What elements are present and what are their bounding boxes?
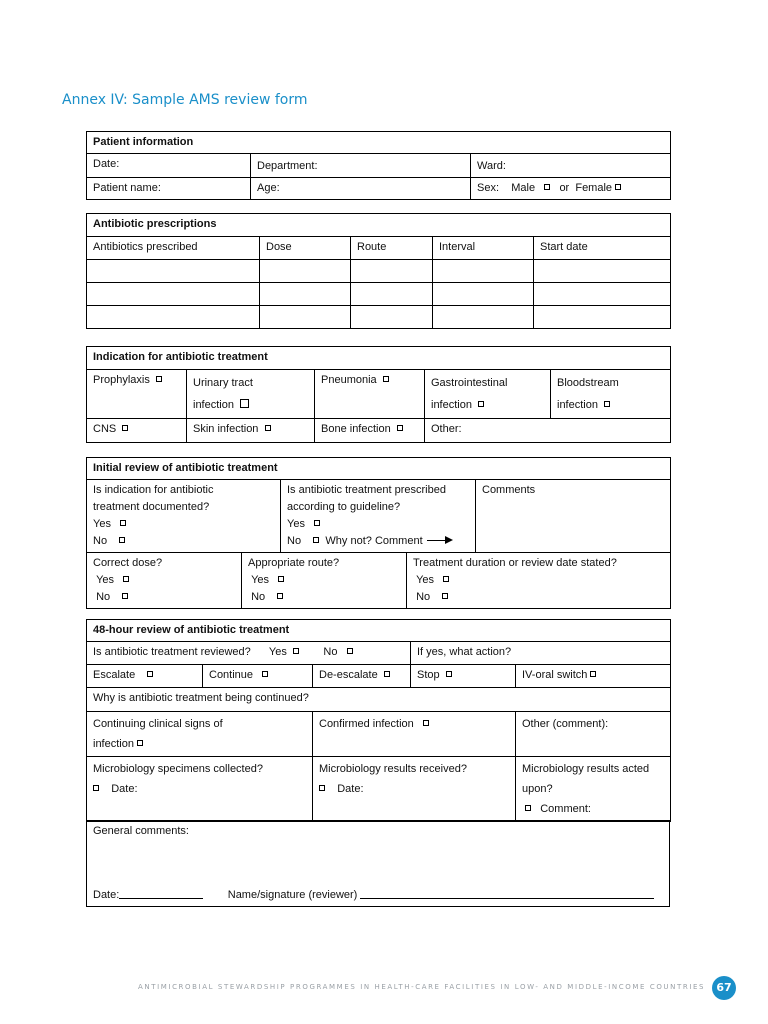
no-label: No xyxy=(96,591,111,603)
question-text: Is indication for antibiotic xyxy=(93,484,214,496)
age-field[interactable]: Age: xyxy=(251,178,471,200)
no-label: No xyxy=(323,646,338,658)
skin-checkbox[interactable] xyxy=(265,425,271,431)
table-cell[interactable] xyxy=(87,306,260,329)
column-header: Route xyxy=(351,237,433,260)
yes-label: Yes xyxy=(287,518,305,530)
table-cell[interactable] xyxy=(87,260,260,283)
yes-label: Yes xyxy=(93,518,111,530)
question-text: Appropriate route? xyxy=(248,557,340,569)
general-comments-field[interactable] xyxy=(87,821,670,907)
table-cell[interactable] xyxy=(87,283,260,306)
ivoral-checkbox[interactable] xyxy=(590,671,596,677)
table-cell[interactable] xyxy=(534,306,671,329)
general-comments-label: General comments: xyxy=(93,825,189,837)
clinical-signs-option[interactable] xyxy=(87,712,313,757)
gi-label-2: infection xyxy=(431,399,472,411)
date-input-line[interactable] xyxy=(119,888,203,899)
indication-documented-question xyxy=(87,480,281,553)
bone-checkbox[interactable] xyxy=(397,425,403,431)
reviewed-no-checkbox[interactable] xyxy=(347,648,353,654)
bloodstream-checkbox[interactable] xyxy=(604,401,610,407)
no-label: No xyxy=(251,591,266,603)
specimens-collected-question xyxy=(87,757,313,822)
male-label: Male xyxy=(511,182,536,194)
prophylaxis-checkbox[interactable] xyxy=(156,376,162,382)
gi-option[interactable] xyxy=(425,370,551,419)
treatment-reviewed-question xyxy=(87,642,411,665)
escalate-checkbox[interactable] xyxy=(147,671,153,677)
table-cell[interactable] xyxy=(351,260,433,283)
guideline-no-checkbox[interactable] xyxy=(313,537,319,543)
other-indication-field[interactable]: Other: xyxy=(425,419,671,443)
uti-option[interactable] xyxy=(187,370,315,419)
table-cell[interactable] xyxy=(534,283,671,306)
date-label: Date: xyxy=(337,783,364,795)
dose-no-checkbox[interactable] xyxy=(122,593,128,599)
correct-dose-question xyxy=(87,553,242,609)
department-field[interactable] xyxy=(251,154,471,178)
continue-checkbox[interactable] xyxy=(262,671,268,677)
stop-option[interactable] xyxy=(411,665,516,688)
general-comments-table xyxy=(86,820,670,907)
pneumonia-checkbox[interactable] xyxy=(383,376,389,382)
question-text: Is antibiotic treatment reviewed? xyxy=(93,646,251,658)
prophylaxis-label: Prophylaxis xyxy=(93,374,150,386)
ward-field[interactable] xyxy=(471,154,671,178)
results-received-question xyxy=(313,757,516,822)
yes-label: Yes xyxy=(268,646,287,658)
indication-documented-yes-checkbox[interactable] xyxy=(120,520,126,526)
question-text: Microbiology results acted upon? xyxy=(522,763,650,795)
indication-header: Indication for antibiotic treatment xyxy=(87,347,671,370)
patient-name-field[interactable]: Patient name: xyxy=(87,178,251,200)
clinical-signs-label-2: infection xyxy=(93,738,134,750)
table-cell[interactable] xyxy=(433,306,534,329)
date-label: Date: xyxy=(111,783,138,795)
uti-checkbox[interactable] xyxy=(240,399,249,408)
no-label: No xyxy=(287,535,302,547)
column-header: Start date xyxy=(534,237,671,260)
why-not-label: Why not? Comment xyxy=(325,535,423,547)
question-text: according to guideline? xyxy=(287,501,401,513)
stop-checkbox[interactable] xyxy=(446,671,452,677)
female-label: Female xyxy=(575,182,613,194)
bloodstream-option[interactable] xyxy=(551,370,671,419)
column-header: Interval xyxy=(433,237,534,260)
table-cell[interactable] xyxy=(260,306,351,329)
cns-label: CNS xyxy=(93,423,117,435)
other-comment-field[interactable] xyxy=(516,712,671,757)
initial-review-table xyxy=(86,457,671,609)
deescalate-label: De-escalate xyxy=(319,669,378,681)
uti-label-2: infection xyxy=(193,399,234,411)
table-row xyxy=(87,260,671,283)
initial-review-header: Initial review of antibiotic treatment xyxy=(87,458,671,480)
pneumonia-option[interactable] xyxy=(315,370,425,419)
duration-question xyxy=(407,553,671,609)
escalate-label: Escalate xyxy=(93,669,136,681)
bloodstream-label: Bloodstream xyxy=(557,377,619,389)
other-comment-label: Other (comment): xyxy=(522,718,609,730)
results-received-checkbox[interactable] xyxy=(319,785,325,791)
department-label: Department: xyxy=(257,160,318,172)
question-text: Treatment duration or review date stated? xyxy=(413,557,617,569)
bone-option[interactable] xyxy=(315,419,425,443)
table-cell[interactable] xyxy=(433,260,534,283)
cns-option[interactable] xyxy=(87,419,187,443)
patient-information-header: Patient information xyxy=(87,132,671,154)
review-48-hour-header: 48-hour review of antibiotic treatment xyxy=(87,620,671,642)
guideline-yes-checkbox[interactable] xyxy=(314,520,320,526)
table-cell[interactable] xyxy=(433,283,534,306)
ward-label: Ward: xyxy=(477,160,506,172)
comment-label: Comment: xyxy=(540,803,591,815)
route-no-checkbox[interactable] xyxy=(277,593,283,599)
continue-option[interactable] xyxy=(203,665,313,688)
question-text: treatment documented? xyxy=(93,501,210,513)
yes-label: Yes xyxy=(96,574,115,586)
why-continued-question: Why is antibiotic treatment being continued? xyxy=(87,688,671,712)
bone-label: Bone infection xyxy=(321,423,391,435)
guideline-question xyxy=(281,480,476,553)
ivoral-label: IV-oral switch xyxy=(522,669,588,681)
yes-label: Yes xyxy=(251,574,270,586)
bloodstream-label-2: infection xyxy=(557,399,598,411)
continue-label: Continue xyxy=(209,669,254,681)
question-text: Microbiology specimens collected? xyxy=(93,763,263,775)
date-label: Date: xyxy=(93,889,120,901)
reviewed-yes-checkbox[interactable] xyxy=(293,648,299,654)
route-question xyxy=(242,553,407,609)
question-text: Is antibiotic treatment prescribed xyxy=(287,484,446,496)
clinical-signs-label: Continuing clinical signs of xyxy=(93,718,223,730)
column-header: Antibiotics prescribed xyxy=(87,237,260,260)
specimens-checkbox[interactable] xyxy=(93,785,99,791)
patient-information-table xyxy=(86,131,671,200)
duration-no-checkbox[interactable] xyxy=(442,593,448,599)
date-field[interactable]: Date: xyxy=(87,154,251,178)
question-text: Correct dose? xyxy=(93,557,163,569)
yes-label: Yes xyxy=(416,574,435,586)
table-row xyxy=(87,283,671,306)
skin-option[interactable] xyxy=(187,419,315,443)
cns-checkbox[interactable] xyxy=(122,425,128,431)
no-label: No xyxy=(416,591,431,603)
confirmed-infection-checkbox[interactable] xyxy=(423,720,429,726)
results-acted-checkbox[interactable] xyxy=(525,805,531,811)
uti-label: Urinary tract xyxy=(193,377,253,389)
signature-label: Name/signature (reviewer) xyxy=(227,889,358,901)
confirmed-infection-option[interactable] xyxy=(313,712,516,757)
table-cell[interactable] xyxy=(260,283,351,306)
indication-table xyxy=(86,346,671,443)
page-number: 67 xyxy=(712,976,736,1000)
comments-field[interactable] xyxy=(476,480,671,553)
results-acted-question xyxy=(516,757,671,822)
deescalate-option[interactable] xyxy=(313,665,411,688)
female-checkbox[interactable] xyxy=(615,184,621,190)
no-label: No xyxy=(93,535,108,547)
ivoral-option[interactable] xyxy=(516,665,671,688)
antibiotic-prescriptions-table xyxy=(86,213,671,329)
deescalate-checkbox[interactable] xyxy=(384,671,390,677)
duration-yes-checkbox[interactable] xyxy=(443,576,449,582)
route-yes-checkbox[interactable] xyxy=(278,576,284,582)
male-checkbox[interactable] xyxy=(544,184,550,190)
sex-field xyxy=(471,178,671,200)
pneumonia-label: Pneumonia xyxy=(321,374,377,386)
footer-text: ANTIMICROBIAL STEWARDSHIP PROGRAMMES IN HEALTH-CARE FACILITIES IN LOW- AND MIDDLE-INCOME COUNTRIES xyxy=(138,983,706,991)
indication-documented-no-checkbox[interactable] xyxy=(119,537,125,543)
or-label: or xyxy=(559,182,570,194)
action-field[interactable]: If yes, what action? xyxy=(411,642,671,665)
page-title: Annex IV: Sample AMS review form xyxy=(62,92,308,108)
dose-yes-checkbox[interactable] xyxy=(123,576,129,582)
stop-label: Stop xyxy=(417,669,440,681)
sex-label: Sex: xyxy=(477,182,500,194)
antibiotic-prescriptions-header: Antibiotic prescriptions xyxy=(87,214,671,237)
table-cell[interactable] xyxy=(351,306,433,329)
comments-label: Comments xyxy=(482,484,536,496)
table-cell[interactable] xyxy=(534,260,671,283)
skin-label: Skin infection xyxy=(193,423,259,435)
table-cell[interactable] xyxy=(260,260,351,283)
confirmed-infection-label: Confirmed infection xyxy=(319,718,414,730)
question-text: Microbiology results received? xyxy=(319,763,467,775)
clinical-signs-checkbox[interactable] xyxy=(137,740,143,746)
arrow-right-icon xyxy=(427,540,451,541)
table-row xyxy=(87,306,671,329)
gi-checkbox[interactable] xyxy=(478,401,484,407)
table-cell[interactable] xyxy=(351,283,433,306)
prophylaxis-option[interactable] xyxy=(87,370,187,419)
escalate-option[interactable] xyxy=(87,665,203,688)
gi-label: Gastrointestinal xyxy=(431,377,508,389)
column-header: Dose xyxy=(260,237,351,260)
review-48-hour-table xyxy=(86,619,671,822)
signature-input-line[interactable] xyxy=(360,888,654,899)
